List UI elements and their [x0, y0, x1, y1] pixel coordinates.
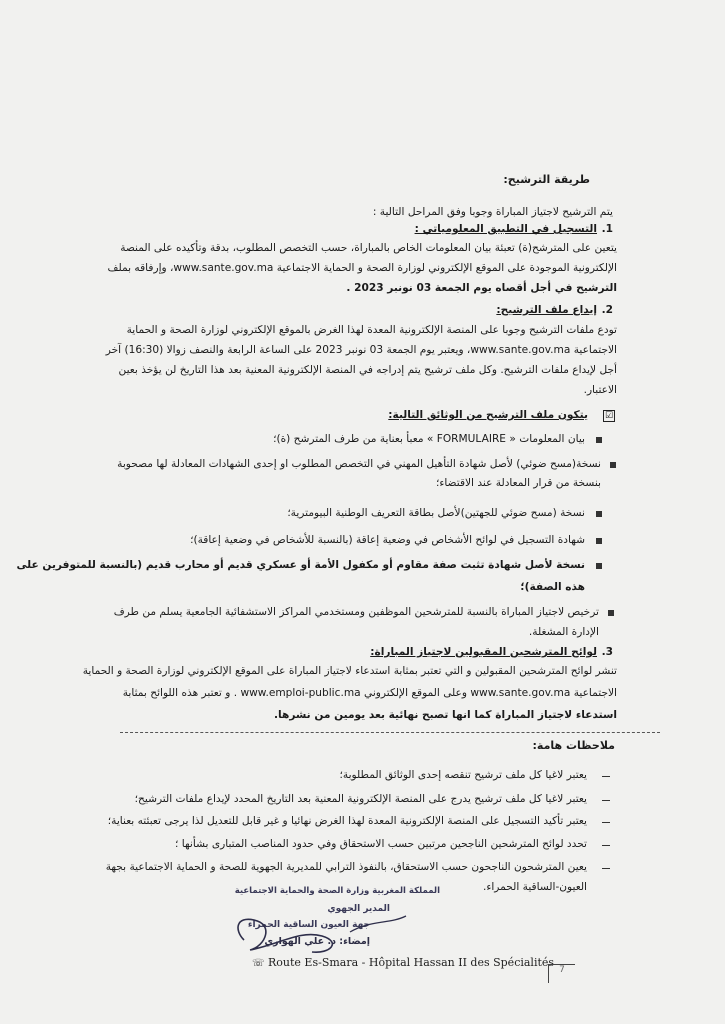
section-1-line-2: الإلكترونية الموجودة على الموقع الإلكتروني لوزارة الصحة و الحماية الاجتماعية www.sante.gov.ma، وإرفاقه بملف	[107, 262, 617, 274]
intro-text: يتم الترشيح لاجتياز المباراة وجوبا وفق المراحل التالية :	[372, 206, 613, 218]
bullet-square-icon	[610, 462, 616, 468]
dash-bullet-icon	[602, 845, 610, 846]
document-item-2-line-1: نسخة(مسح ضوئي) لأصل شهادة التأهيل المهني في التخصص المطلوب او إحدى الشهادات المعادلة لها مصحوبة	[117, 458, 601, 470]
stamp-line-1: المملكة المغربية وزارة الصحة والحماية الاجتماعية	[234, 886, 440, 896]
dash-bullet-icon	[602, 868, 610, 869]
section-2-line-4: الاعتبار.	[583, 384, 617, 396]
section-3-line-3: استدعاء لاجتياز المباراة كما انها تصبح نهائية بعد يومين من نشرها.	[273, 709, 617, 721]
note-3: يعتبر تأكيد التسجيل على المنصة الإلكترونية المعدة لهذا الغرض نهائيا و غير قابل للتعديل لذا يرجى تعبئته بعناية؛	[107, 815, 587, 827]
page-number: 7	[548, 964, 575, 983]
dash-bullet-icon	[602, 822, 610, 823]
document-item-1: بيان المعلومات « FORMULAIRE » معبأ بعناية من طرف المترشح (ة)؛	[273, 433, 585, 445]
section-heading: طريقة الترشيح:	[503, 173, 590, 186]
bullet-square-icon	[596, 563, 602, 569]
document-item-4: شهادة التسجيل في لوائح الأشخاص في وضعية إعاقة (بالنسبة للأشخاص في وضعية إعاقة)؛	[190, 534, 585, 546]
section-1-number: 1.	[601, 223, 613, 235]
bullet-square-icon	[596, 437, 602, 443]
section-3-number: 3.	[601, 646, 613, 658]
note-5-line-2: العيون-الساقية الحمراء.	[483, 881, 587, 893]
dash-bullet-icon	[602, 776, 610, 777]
footer-address	[252, 956, 554, 969]
section-2-line-3: أجل لإيداع ملفات الترشيح. وكل ملف ترشيح يتم إدراجه في المنصة الإلكترونية المعنية بعد هذا التاريخ لن يؤخذ بعين	[118, 364, 617, 376]
stamp-line-4: إمضاء: د. علي الهواري	[264, 936, 370, 947]
document-item-2-line-2: بنسخة من قرار المعادلة عند الاقتضاء؛	[435, 477, 601, 489]
checkbox-icon: ☑	[604, 411, 614, 421]
stamp-line-3: جهة العيون الساقية الحمراء	[247, 920, 370, 930]
bullet-square-icon	[596, 538, 602, 544]
phone-icon: ☏	[252, 958, 265, 969]
section-3-title: لوائح المترشحين المقبولين لاجتياز المباراة:	[370, 646, 597, 658]
document-item-5-line-1: نسخة لأصل شهادة تثبت صفة مقاوم أو مكفول الأمة أو عسكري قديم أو محارب قديم (بالنسبة للمتوفرين على	[16, 559, 585, 571]
section-2-number: 2.	[601, 304, 613, 316]
dashed-divider	[120, 732, 660, 733]
notes-title: ملاحظات هامة:	[532, 739, 615, 752]
document-item-5-line-2: هذه الصفة)؛	[520, 581, 585, 593]
section-2-line-1: تودع ملفات الترشيح وجوبا على المنصة الإلكترونية المعدة لهذا الغرض بالموقع الإلكتروني لوزارة الصحة و الحماية	[126, 324, 617, 336]
section-3-line-2: الاجتماعية www.sante.gov.ma وعلى الموقع الإلكتروني www.emploi-public.ma . و تعتبر هذه اللوائح بمثابة	[122, 687, 617, 699]
document-item-6-line-1: ترخيص لاجتياز المباراة بالنسبة للمترشحين الموظفين ومستخدمي المراكز الاستشفائية الجامعية يسلم من طرف	[113, 606, 599, 618]
section-3-line-1: تنشر لوائح المترشحين المقبولين و التي تعتبر بمثابة استدعاء لاجتياز المباراة على الموقع الإلكتروني لوزارة الصحة و الحماية	[82, 665, 617, 677]
section-1-title: التسجيل في التطبيق المعلومياتي :	[414, 223, 597, 235]
note-2: يعتبر لاغيا كل ملف ترشيح يدرج على المنصة الإلكترونية المعنية بعد التاريخ المحدد لإيداع ملفات الترشيح؛	[134, 793, 587, 805]
bullet-square-icon	[608, 610, 614, 616]
note-5-line-1: يعين المترشحون الناجحون حسب الاستحقاق، بالنفوذ الترابي للمديرية الجهوية للصحة و الحماية الاجتماعية بجهة	[105, 861, 587, 873]
documents-title: يتكون ملف الترشيح من الوثائق التالية:	[388, 409, 588, 421]
note-1: يعتبر لاغيا كل ملف ترشيح تنقصه إحدى الوثائق المطلوبة؛	[339, 769, 587, 781]
section-2-title: إيداع ملف الترشيح:	[496, 304, 597, 316]
bullet-square-icon	[596, 511, 602, 517]
document-item-6-line-2: الإدارة المشغلة.	[528, 626, 599, 638]
footer-address-text: Route Es-Smara - Hôpital Hassan II des Spécialités	[268, 956, 555, 969]
stamp-line-2: المدير الجهوي	[327, 904, 390, 914]
note-4: تحدد لوائح المترشحين الناجحين مرتبين حسب الاستحقاق وفي حدود المناصب المتبارى بشأنها ؛	[175, 838, 587, 850]
document-item-3: نسخة (مسح ضوئي للجهتين)لأصل بطاقة التعريف الوطنية البيومترية؛	[287, 507, 585, 519]
section-1-line-3: الترشيح في أجل أقصاه يوم الجمعة 03 نونبر 2023 .	[346, 282, 617, 294]
section-2-line-2: الاجتماعية www.sante.gov.ma، ويعتبر يوم الجمعة 03 نونبر 2023 على الساعة الرابعة والنصف زوالا (16:30) آخر	[105, 344, 617, 356]
section-1-line-1: يتعين على المترشح(ة) تعبئة بيان المعلومات الخاص بالمباراة، حسب التخصص المطلوب، بدقة وتأكيده على المنصة	[120, 242, 617, 254]
dash-bullet-icon	[602, 800, 610, 801]
